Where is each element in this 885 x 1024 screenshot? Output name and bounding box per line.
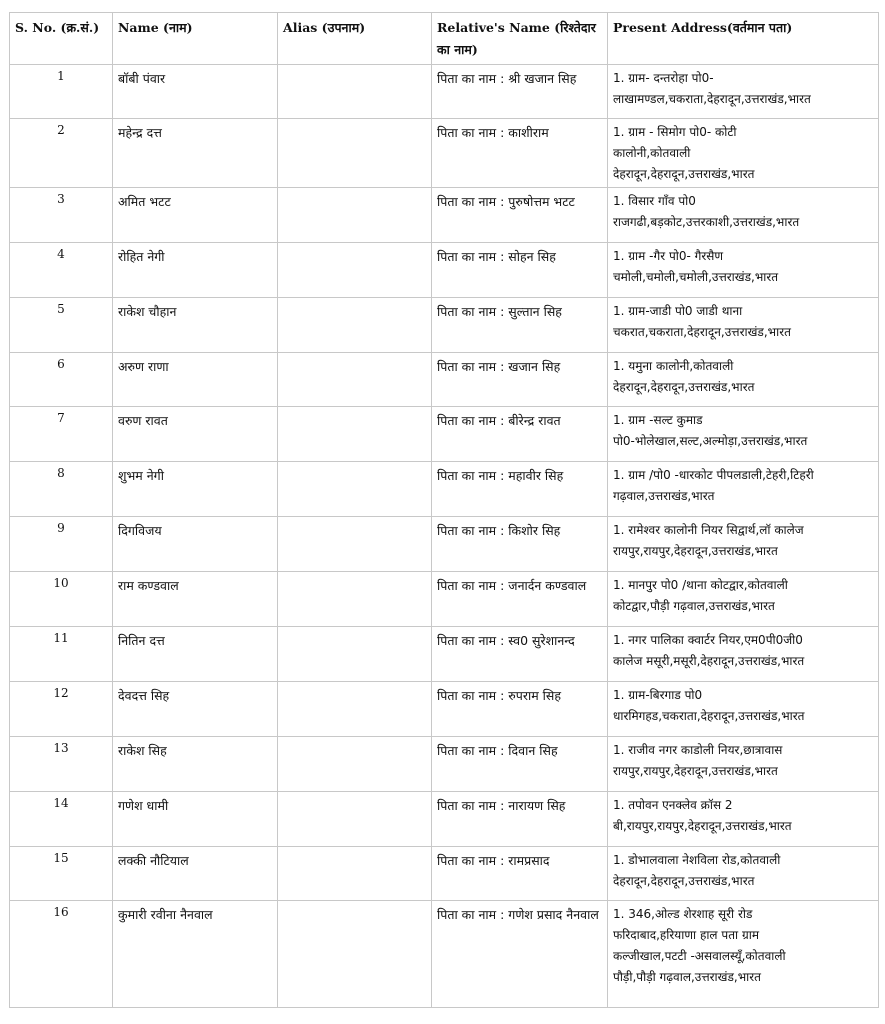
- name-cell: दिगविजय: [113, 517, 278, 572]
- alias-cell: [278, 792, 432, 847]
- address-line: फरिदाबाद,हरियाणा हाल पता ग्राम: [613, 928, 760, 942]
- address-line: बी,रायपुर,रायपुर,देहरादून,उत्तराखंड,भारत: [613, 819, 792, 833]
- relative-name-cell: पिता का नाम : सोहन सिह: [432, 243, 608, 298]
- table-row: [10, 682, 879, 737]
- serial-number-cell: 16: [10, 901, 113, 1008]
- relative-name-cell: पिता का नाम : पुरुषोत्तम भटट: [432, 188, 608, 243]
- serial-number-cell: 8: [10, 462, 113, 517]
- header-relative: Relative's Name (रिश्तेदार का नाम): [432, 13, 608, 65]
- serial-number-cell: 1: [10, 65, 113, 119]
- present-address-cell: [608, 65, 879, 119]
- serial-number-cell: 4: [10, 243, 113, 298]
- table-row: [10, 188, 879, 243]
- table-row: [10, 737, 879, 792]
- serial-number-cell: 6: [10, 353, 113, 407]
- present-address-cell: [608, 901, 879, 1008]
- relative-name-cell: पिता का नाम : रामप्रसाद: [432, 847, 608, 901]
- relative-name-cell: पिता का नाम : जनार्दन कण्डवाल: [432, 572, 608, 627]
- address-line: गढ़वाल,उत्तराखंड,भारत: [613, 489, 715, 503]
- alias-cell: [278, 682, 432, 737]
- address-line: 1. ग्राम - सिमोग पो0- कोटी: [613, 125, 737, 139]
- relative-name-cell: पिता का नाम : स्व0 सुरेशानन्द: [432, 627, 608, 682]
- name-cell: नितिन दत्त: [113, 627, 278, 682]
- table-row: [10, 462, 879, 517]
- alias-cell: [278, 572, 432, 627]
- address-line: पो0-भोलेखाल,सल्ट,अल्मोड़ा,उत्तराखंड,भारत: [613, 434, 808, 448]
- table-row: [10, 65, 879, 119]
- address-line: 1. डोभालवाला नेशविला रोड,कोतवाली: [613, 853, 781, 867]
- alias-cell: [278, 65, 432, 119]
- table-row: [10, 353, 879, 407]
- present-address-cell: [608, 792, 879, 847]
- address-line: कोटद्वार,पौड़ी गढ़वाल,उत्तराखंड,भारत: [613, 599, 775, 613]
- relative-name-cell: पिता का नाम : गणेश प्रसाद नैनवाल: [432, 901, 608, 1008]
- name-cell: राम कण्डवाल: [113, 572, 278, 627]
- address-line: चकरात,चकराता,देहरादून,उत्तराखंड,भारत: [613, 325, 791, 339]
- serial-number-cell: 11: [10, 627, 113, 682]
- relative-name-cell: पिता का नाम : सुल्तान सिह: [432, 298, 608, 353]
- name-cell: अमित भटट: [113, 188, 278, 243]
- address-line: राजगढी,बड़कोट,उत्तरकाशी,उत्तराखंड,भारत: [613, 215, 800, 229]
- alias-cell: [278, 243, 432, 298]
- present-address-cell: [608, 572, 879, 627]
- address-line: 1. ग्राम -गैर पो0- गैरसैण: [613, 249, 724, 263]
- address-line: 1. मानपुर पो0 /थाना कोटद्वार,कोतवाली: [613, 578, 788, 592]
- name-cell: महेन्द्र दत्त: [113, 119, 278, 188]
- table-body: [10, 65, 879, 1008]
- records-table: [9, 12, 879, 1008]
- address-line: धारमिगहड,चकराता,देहरादून,उत्तराखंड,भारत: [613, 709, 805, 723]
- serial-number-cell: 14: [10, 792, 113, 847]
- present-address-cell: [608, 627, 879, 682]
- alias-cell: [278, 901, 432, 1008]
- name-cell: शुभम नेगी: [113, 462, 278, 517]
- address-line: कालेज मसूरी,मसूरी,देहरादून,उत्तराखंड,भारत: [613, 654, 805, 668]
- alias-cell: [278, 847, 432, 901]
- relative-name-cell: पिता का नाम : किशोर सिह: [432, 517, 608, 572]
- relative-name-cell: पिता का नाम : श्री खजान सिह: [432, 65, 608, 119]
- present-address-cell: [608, 298, 879, 353]
- alias-cell: [278, 737, 432, 792]
- name-cell: कुमारी रवीना नैनवाल: [113, 901, 278, 1008]
- relative-name-cell: पिता का नाम : बीरेन्द्र रावत: [432, 407, 608, 462]
- address-line: लाखामण्डल,चकराता,देहरादून,उत्तराखंड,भारत: [613, 92, 811, 106]
- address-line: कालोनी,कोतवाली: [613, 146, 691, 160]
- header-address: Present Address(वर्तमान पता): [608, 13, 879, 65]
- present-address-cell: [608, 847, 879, 901]
- address-line: 1. राजीव नगर काडोली नियर,छात्रावास: [613, 743, 783, 757]
- table-row: [10, 407, 879, 462]
- serial-number-cell: 9: [10, 517, 113, 572]
- relative-name-cell: पिता का नाम : दिवान सिह: [432, 737, 608, 792]
- serial-number-cell: 15: [10, 847, 113, 901]
- address-line: 1. ग्राम- दन्तरोहा पो0-: [613, 71, 714, 85]
- name-cell: गणेश धामी: [113, 792, 278, 847]
- header-sno: S. No. (क्र.सं.): [10, 13, 113, 65]
- table-row: [10, 627, 879, 682]
- serial-number-cell: 10: [10, 572, 113, 627]
- address-line: रायपुर,रायपुर,देहरादून,उत्तराखंड,भारत: [613, 764, 778, 778]
- address-line: 1. ग्राम /पो0 -धारकोट पीपलडाली,टेहरी,टिहरी: [613, 468, 814, 482]
- table-row: [10, 901, 879, 1008]
- present-address-cell: [608, 462, 879, 517]
- alias-cell: [278, 462, 432, 517]
- alias-cell: [278, 407, 432, 462]
- address-line: 1. तपोवन एनक्लेव क्रॉस 2: [613, 798, 733, 812]
- relative-name-cell: पिता का नाम : खजान सिह: [432, 353, 608, 407]
- relative-name-cell: पिता का नाम : रुपराम सिह: [432, 682, 608, 737]
- name-cell: अरुण राणा: [113, 353, 278, 407]
- address-line: 1. 346,ओल्ड शेरशाह सूरी रोड: [613, 907, 753, 921]
- name-cell: लक्की नौटियाल: [113, 847, 278, 901]
- serial-number-cell: 2: [10, 119, 113, 188]
- serial-number-cell: 5: [10, 298, 113, 353]
- header-name: Name (नाम): [113, 13, 278, 65]
- alias-cell: [278, 627, 432, 682]
- header-alias: Alias (उपनाम): [278, 13, 432, 65]
- table-row: [10, 517, 879, 572]
- present-address-cell: [608, 188, 879, 243]
- header-row: [10, 13, 879, 65]
- relative-name-cell: पिता का नाम : महावीर सिह: [432, 462, 608, 517]
- present-address-cell: [608, 737, 879, 792]
- present-address-cell: [608, 682, 879, 737]
- alias-cell: [278, 298, 432, 353]
- address-line: 1. विसार गाँव पो0: [613, 194, 696, 208]
- table-row: [10, 847, 879, 901]
- name-cell: राकेश सिह: [113, 737, 278, 792]
- present-address-cell: [608, 353, 879, 407]
- present-address-cell: [608, 517, 879, 572]
- table-row: [10, 572, 879, 627]
- address-line: 1. रामेश्वर कालोनी नियर सिद्वार्थ,लॉ कालेज: [613, 523, 804, 537]
- name-cell: राकेश चौहान: [113, 298, 278, 353]
- name-cell: बॉबी पंवार: [113, 65, 278, 119]
- address-line: 1. ग्राम -सल्ट कुमाड: [613, 413, 703, 427]
- address-line: देहरादून,देहरादून,उत्तराखंड,भारत: [613, 380, 755, 394]
- alias-cell: [278, 188, 432, 243]
- address-line: देहरादून,देहरादून,उत्तराखंड,भारत: [613, 874, 755, 888]
- address-line: 1. ग्राम-जाडी पो0 जाडी थाना: [613, 304, 743, 318]
- serial-number-cell: 3: [10, 188, 113, 243]
- address-line: 1. ग्राम-बिरगाड पो0: [613, 688, 703, 702]
- table-row: [10, 119, 879, 188]
- present-address-cell: [608, 407, 879, 462]
- relative-name-cell: पिता का नाम : नारायण सिह: [432, 792, 608, 847]
- address-line: रायपुर,रायपुर,देहरादून,उत्तराखंड,भारत: [613, 544, 778, 558]
- address-line: कल्जीखाल,पटटी -असवालस्यूँ,कोतवाली: [613, 949, 786, 963]
- serial-number-cell: 13: [10, 737, 113, 792]
- alias-cell: [278, 353, 432, 407]
- table-row: [10, 243, 879, 298]
- relative-name-cell: पिता का नाम : काशीराम: [432, 119, 608, 188]
- address-line: देहरादून,देहरादून,उत्तराखंड,भारत: [613, 167, 755, 181]
- name-cell: वरुण रावत: [113, 407, 278, 462]
- serial-number-cell: 7: [10, 407, 113, 462]
- table-row: [10, 298, 879, 353]
- present-address-cell: [608, 243, 879, 298]
- present-address-cell: [608, 119, 879, 188]
- address-line: पौड़ी,पौड़ी गढ़वाल,उत्तराखंड,भारत: [613, 970, 762, 984]
- alias-cell: [278, 517, 432, 572]
- alias-cell: [278, 119, 432, 188]
- address-line: चमोली,चमोली,चमोली,उत्तराखंड,भारत: [613, 270, 779, 284]
- name-cell: रोहित नेगी: [113, 243, 278, 298]
- address-line: 1. यमुना कालोनी,कोतवाली: [613, 359, 734, 373]
- table-row: [10, 792, 879, 847]
- name-cell: देवदत्त सिह: [113, 682, 278, 737]
- serial-number-cell: 12: [10, 682, 113, 737]
- address-line: 1. नगर पालिका क्वार्टर नियर,एम0पी0जी0: [613, 633, 803, 647]
